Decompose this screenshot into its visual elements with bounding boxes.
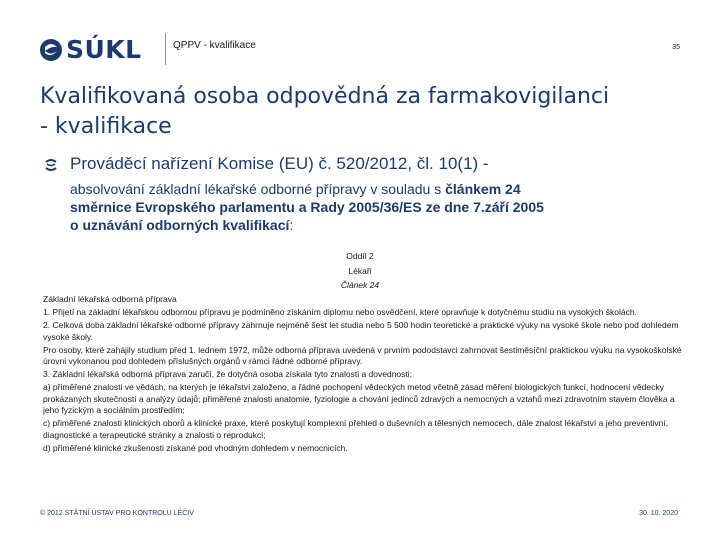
- bullet-text-line-1: Prováděcí nařízení Komise (EU) č. 520/2012, čl. 10(1) -: [70, 154, 489, 173]
- logo-text: SÚKL: [66, 35, 142, 64]
- slide-subject: QPPV - kvalifikace: [173, 40, 256, 51]
- excerpt-section: Oddíl 2: [346, 251, 374, 261]
- swirl-bullet-icon: [44, 158, 58, 172]
- footer-copyright: © 2012 STÁTNÍ ÚSTAV PRO KONTROLU LÉČIV: [40, 510, 194, 517]
- excerpt-paragraph: a) přiměřené znalosti ve vědách, na kterých je lékařství založeno, a řádné pochopení vědeckých metod včetně zásad měření biologických funkcí, hodnocení vědecky prokázaných skutečností a analýzy údajů; přiměřené znalosti anatomie, fyziologie a chování jedinců zdravých a nemocných a vztahů mezi zdravotním stavem člověka a jeho fyzickým a sociálním prostředím;: [43, 382, 675, 415]
- excerpt-paragraph: c) přiměřené znalosti klinických oborů a klinické praxe, které poskytují komplexní přehled o duševních a tělesných nemocech, dále znalost lékařství a jeho preventivní, diagnostické a terapeutické stránky a znalosti o reprodukci;: [43, 418, 669, 440]
- title-line-1: Kvalifikovaná osoba odpovědná za farmakovigilanci: [40, 84, 610, 109]
- excerpt-paragraph: 2. Celková doba základní lékařské odborné přípravy zahrnuje nejméně šest let studia nebo 5 500 hodin teoretické a praktické výuky na vysoké škole nebo pod dohledem vysoké školy.: [43, 320, 679, 342]
- excerpt-paragraph: Pro osoby, které zahájily studium před 1. lednem 1972, může odborná příprava uvedená v prvním pododstavci zahrnovat šestiměsíční praktickou výuku na vysokoškolské úrovni vykonanou pod dohledem příslušných orgánů v rámci řádné odborné přípravy.: [43, 344, 682, 366]
- bullet-line-3-bold: směrnice Evropského parlamentu a Rady 2005/36/ES ze dne 7.září 2005: [70, 199, 544, 215]
- bullet-line-4-end: :: [289, 217, 294, 233]
- bullet-text-continuation: [70, 180, 544, 234]
- slide-title: [40, 82, 690, 142]
- bullet-line-4-bold: o uznávání odborných kvalifikací: [70, 217, 290, 233]
- excerpt-paragraph: d) přiměřené klinické zkušenosti získané pod vhodným dohledem v nemocnicích.: [43, 442, 348, 453]
- header-divider: [165, 33, 166, 65]
- sukl-logo-icon: [38, 38, 64, 62]
- excerpt-heading: Základní lékařská odborná příprava: [43, 294, 177, 304]
- excerpt-paragraph: 1. Přijetí na základní lékařskou odbornou přípravu je podmíněno získáním diplomu nebo osvědčení, které opravňuje k dotyčnému studiu na vysokých školách.: [43, 307, 637, 317]
- bullet-line-2-text: absolvování základní lékařské odborné přípravy v souladu s: [70, 181, 446, 197]
- excerpt-body: [43, 294, 683, 456]
- excerpt-article: Článek 24: [340, 280, 380, 290]
- title-line-2: - kvalifikace: [40, 114, 172, 139]
- sukl-logo: [38, 34, 153, 66]
- excerpt-paragraph: 3. Základní lékařská odborná příprava zaručí, že dotyčná osoba získala tyto znalosti a dovednosti:: [43, 369, 413, 379]
- page-number: 35: [672, 44, 680, 51]
- footer-date: 30. 10. 2020: [639, 510, 678, 517]
- excerpt-section-title: Lékaři: [348, 266, 372, 276]
- bullet-line-2-bold: článkem 24: [445, 181, 521, 197]
